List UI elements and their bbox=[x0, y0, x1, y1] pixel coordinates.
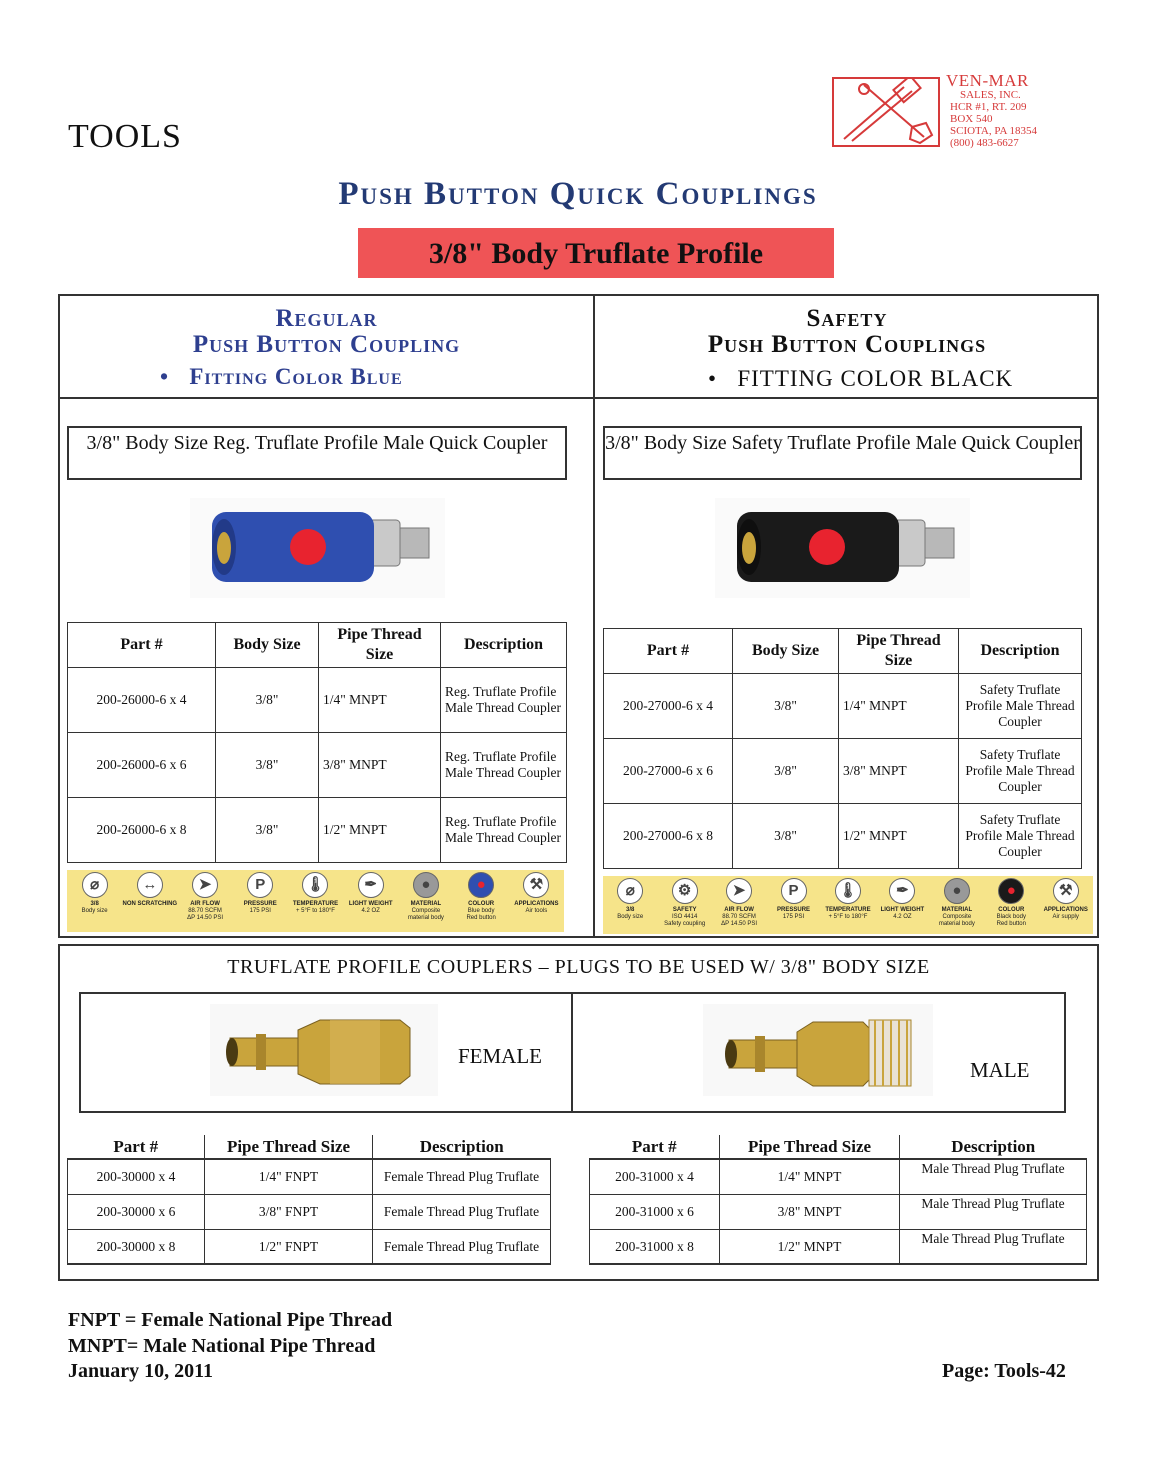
air-flow-icon: ➤ bbox=[192, 872, 218, 898]
pipe-thread-size: 1/2" MNPT bbox=[319, 798, 441, 863]
part-number: 200-31000 x 8 bbox=[590, 1229, 720, 1264]
regular-heading-line2: Push Button Coupling bbox=[192, 331, 461, 358]
page-title: Push Button Quick Couplings bbox=[338, 176, 818, 212]
column-header: Description bbox=[900, 1135, 1087, 1159]
colour-icon: ● bbox=[998, 878, 1024, 904]
pipe-thread-size: 1/2" MNPT bbox=[839, 804, 959, 869]
material-icon: ● bbox=[413, 872, 439, 898]
thermometer-icon: 🌡 bbox=[302, 872, 328, 898]
description: Female Thread Plug Truflate bbox=[373, 1229, 551, 1264]
company-logo bbox=[832, 72, 1102, 152]
part-number: 200-27000-6 x 8 bbox=[604, 804, 733, 869]
feature-item: ➤ AIR FLOW 88.70 SCFM ΔP 14.50 PSI bbox=[712, 876, 766, 934]
safety-parts-table bbox=[603, 628, 1082, 869]
pipe-thread-size: 1/2" FNPT bbox=[205, 1229, 373, 1264]
table-row bbox=[590, 1159, 1087, 1194]
feature-item: ● COLOUR Blue body Red button bbox=[454, 870, 509, 932]
regular-product-title: 3/8" Body Size Reg. Truflate Profile Male Quick Coupler bbox=[67, 426, 567, 480]
body-size: 3/8" bbox=[733, 739, 839, 804]
feature-item: ⚒ APPLICATIONS Air supply bbox=[1039, 876, 1093, 934]
regular-heading-line1: Regular bbox=[275, 305, 378, 332]
blue-coupler-image bbox=[190, 498, 445, 598]
feather-icon: ✒ bbox=[889, 878, 915, 904]
safety-color-text: FITTING COLOR BLACK bbox=[737, 366, 1014, 391]
table-row bbox=[590, 1229, 1087, 1264]
description: Safety Truflate Profile Male Thread Coupler bbox=[959, 674, 1082, 739]
column-header: Part # bbox=[68, 1135, 205, 1159]
body-size: 3/8" bbox=[216, 798, 319, 863]
pipe-thread-size: 1/4" MNPT bbox=[319, 668, 441, 733]
pipe-thread-size: 1/4" FNPT bbox=[205, 1159, 373, 1194]
safety-color-bullet: • FITTING COLOR BLACK bbox=[708, 366, 1014, 391]
regular-color-text: Fitting Color Blue bbox=[189, 364, 403, 389]
table-row bbox=[604, 674, 1082, 739]
part-number: 200-27000-6 x 6 bbox=[604, 739, 733, 804]
male-label: MALE bbox=[970, 1058, 1030, 1082]
part-number: 200-27000-6 x 4 bbox=[604, 674, 733, 739]
regular-color-bullet: • Fitting Color Blue bbox=[160, 364, 403, 389]
table-row bbox=[68, 1194, 551, 1229]
male-plugs-table bbox=[589, 1135, 1087, 1265]
description: Female Thread Plug Truflate bbox=[373, 1159, 551, 1194]
section-title: TOOLS bbox=[68, 118, 182, 155]
feature-item: P PRESSURE 175 PSI bbox=[766, 876, 820, 934]
pipe-thread-size: 3/8" MNPT bbox=[720, 1194, 900, 1229]
pipe-thread-size: 1/2" MNPT bbox=[720, 1229, 900, 1264]
table-row bbox=[590, 1194, 1087, 1229]
logo-emblem bbox=[832, 77, 940, 147]
air-tool-icon: ⚒ bbox=[523, 872, 549, 898]
column-header: Pipe Thread Size bbox=[720, 1135, 900, 1159]
part-number: 200-31000 x 4 bbox=[590, 1159, 720, 1194]
feature-item: ➤ AIR FLOW 88.70 SCFM ΔP 14.50 PSI bbox=[177, 870, 232, 932]
description: Male Thread Plug Truflate bbox=[900, 1194, 1087, 1229]
feature-item: ⌀ 3/8 Body size bbox=[603, 876, 657, 934]
feature-item: ✒ LIGHT WEIGHT 4.2 OZ bbox=[343, 870, 398, 932]
logo-line: HCR #1, RT. 209 bbox=[950, 101, 1027, 113]
table-row bbox=[68, 733, 567, 798]
feature-item: ● COLOUR Black body Red button bbox=[984, 876, 1038, 934]
table-row bbox=[68, 798, 567, 863]
part-number: 200-30000 x 8 bbox=[68, 1229, 205, 1264]
feature-item: 🌡 TEMPERATURE + 5°F to 180°F bbox=[288, 870, 343, 932]
thermometer-icon: 🌡 bbox=[835, 878, 861, 904]
air-supply-icon: ⚒ bbox=[1053, 878, 1079, 904]
logo-line: SALES, INC. bbox=[960, 89, 1021, 101]
description: Reg. Truflate Profile Male Thread Coupler bbox=[441, 668, 567, 733]
plug-divider bbox=[571, 992, 573, 1113]
table-row bbox=[604, 739, 1082, 804]
column-header: Pipe Thread Size bbox=[839, 629, 959, 674]
colour-icon: ● bbox=[468, 872, 494, 898]
column-header: Pipe Thread Size bbox=[205, 1135, 373, 1159]
body-size: 3/8" bbox=[216, 733, 319, 798]
feature-item: ● MATERIAL Composite material body bbox=[398, 870, 453, 932]
pipe-thread-size: 3/8" FNPT bbox=[205, 1194, 373, 1229]
description: Male Thread Plug Truflate bbox=[900, 1159, 1087, 1194]
table-row bbox=[68, 1159, 551, 1194]
body-size-icon: ⌀ bbox=[617, 878, 643, 904]
table-row bbox=[68, 1229, 551, 1264]
part-number: 200-30000 x 6 bbox=[68, 1194, 205, 1229]
body-size-icon: ⌀ bbox=[82, 872, 108, 898]
logo-text bbox=[946, 72, 1037, 149]
column-header: Description bbox=[373, 1135, 551, 1159]
description: Female Thread Plug Truflate bbox=[373, 1194, 551, 1229]
part-number: 200-26000-6 x 6 bbox=[68, 733, 216, 798]
fnpt-note: FNPT = Female National Pipe Thread bbox=[68, 1309, 393, 1331]
column-divider bbox=[593, 294, 595, 938]
header-divider bbox=[58, 397, 1099, 399]
logo-line: (800) 483-6627 bbox=[950, 137, 1019, 149]
column-header: Part # bbox=[68, 623, 216, 668]
part-number: 200-26000-6 x 4 bbox=[68, 668, 216, 733]
description: Safety Truflate Profile Male Thread Coupler bbox=[959, 804, 1082, 869]
feature-item: ✒ LIGHT WEIGHT 4.2 OZ bbox=[875, 876, 929, 934]
description: Safety Truflate Profile Male Thread Coupler bbox=[959, 739, 1082, 804]
feature-item: ● MATERIAL Composite material body bbox=[930, 876, 984, 934]
part-number: 200-26000-6 x 8 bbox=[68, 798, 216, 863]
safety-heading-line2: Push Button Couplings bbox=[707, 331, 987, 358]
body-size: 3/8" bbox=[733, 674, 839, 739]
column-header: Body Size bbox=[733, 629, 839, 674]
description: Male Thread Plug Truflate bbox=[900, 1229, 1087, 1264]
column-header: Description bbox=[441, 623, 567, 668]
pressure-icon: P bbox=[781, 878, 807, 904]
logo-name: VEN-MAR bbox=[946, 71, 1029, 90]
pipe-thread-size: 1/4" MNPT bbox=[839, 674, 959, 739]
regular-parts-table bbox=[67, 622, 567, 863]
plugs-title: TRUFLATE PROFILE COUPLERS – PLUGS TO BE USED W/ 3/8" BODY SIZE bbox=[227, 956, 930, 978]
safety-icon: ⚙ bbox=[672, 878, 698, 904]
pipe-thread-size: 3/8" MNPT bbox=[839, 739, 959, 804]
material-icon: ● bbox=[944, 878, 970, 904]
column-header: Part # bbox=[590, 1135, 720, 1159]
safety-features-strip bbox=[603, 876, 1093, 934]
feature-item: ↔ NON SCRATCHING bbox=[122, 870, 177, 932]
feature-item: ⌀ 3/8 Body size bbox=[67, 870, 122, 932]
feature-item: 🌡 TEMPERATURE + 5°F to 180°F bbox=[821, 876, 875, 934]
female-plugs-table bbox=[67, 1135, 551, 1265]
feature-item: ⚒ APPLICATIONS Air tools bbox=[509, 870, 564, 932]
pipe-thread-size: 1/4" MNPT bbox=[720, 1159, 900, 1194]
male-plug-image bbox=[703, 1004, 933, 1096]
body-size: 3/8" bbox=[733, 804, 839, 869]
description: Reg. Truflate Profile Male Thread Coupler bbox=[441, 733, 567, 798]
description: Reg. Truflate Profile Male Thread Coupler bbox=[441, 798, 567, 863]
column-header: Body Size bbox=[216, 623, 319, 668]
part-number: 200-30000 x 4 bbox=[68, 1159, 205, 1194]
air-flow-icon: ➤ bbox=[726, 878, 752, 904]
part-number: 200-31000 x 6 bbox=[590, 1194, 720, 1229]
regular-features-strip bbox=[67, 870, 564, 932]
mnpt-note: MNPT= Male National Pipe Thread bbox=[68, 1335, 376, 1357]
page-number: Page: Tools-42 bbox=[942, 1360, 1066, 1382]
table-row bbox=[604, 804, 1082, 869]
document-date: January 10, 2011 bbox=[68, 1360, 214, 1382]
profile-banner: 3/8" Body Truflate Profile bbox=[358, 228, 834, 278]
pipe-thread-size: 3/8" MNPT bbox=[319, 733, 441, 798]
black-coupler-image bbox=[715, 498, 970, 598]
feature-item: P PRESSURE 175 PSI bbox=[233, 870, 288, 932]
safety-product-title: 3/8" Body Size Safety Truflate Profile Male Quick Coupler bbox=[603, 426, 1082, 480]
feature-item: ⚙ SAFETY ISO 4414 Safety coupling bbox=[657, 876, 711, 934]
column-header: Part # bbox=[604, 629, 733, 674]
table-row bbox=[68, 668, 567, 733]
pressure-icon: P bbox=[247, 872, 273, 898]
logo-line: BOX 540 bbox=[950, 113, 993, 125]
safety-heading-line1: Safety bbox=[806, 305, 888, 332]
regular-heading bbox=[60, 306, 593, 358]
feather-icon: ✒ bbox=[358, 872, 384, 898]
column-header: Pipe Thread Size bbox=[319, 623, 441, 668]
logo-line: SCIOTA, PA 18354 bbox=[950, 125, 1038, 137]
column-header: Description bbox=[959, 629, 1082, 674]
female-label: FEMALE bbox=[458, 1044, 542, 1068]
female-plug-image bbox=[210, 1004, 438, 1096]
safety-heading bbox=[595, 306, 1099, 358]
non-scratching-icon: ↔ bbox=[137, 872, 163, 898]
body-size: 3/8" bbox=[216, 668, 319, 733]
